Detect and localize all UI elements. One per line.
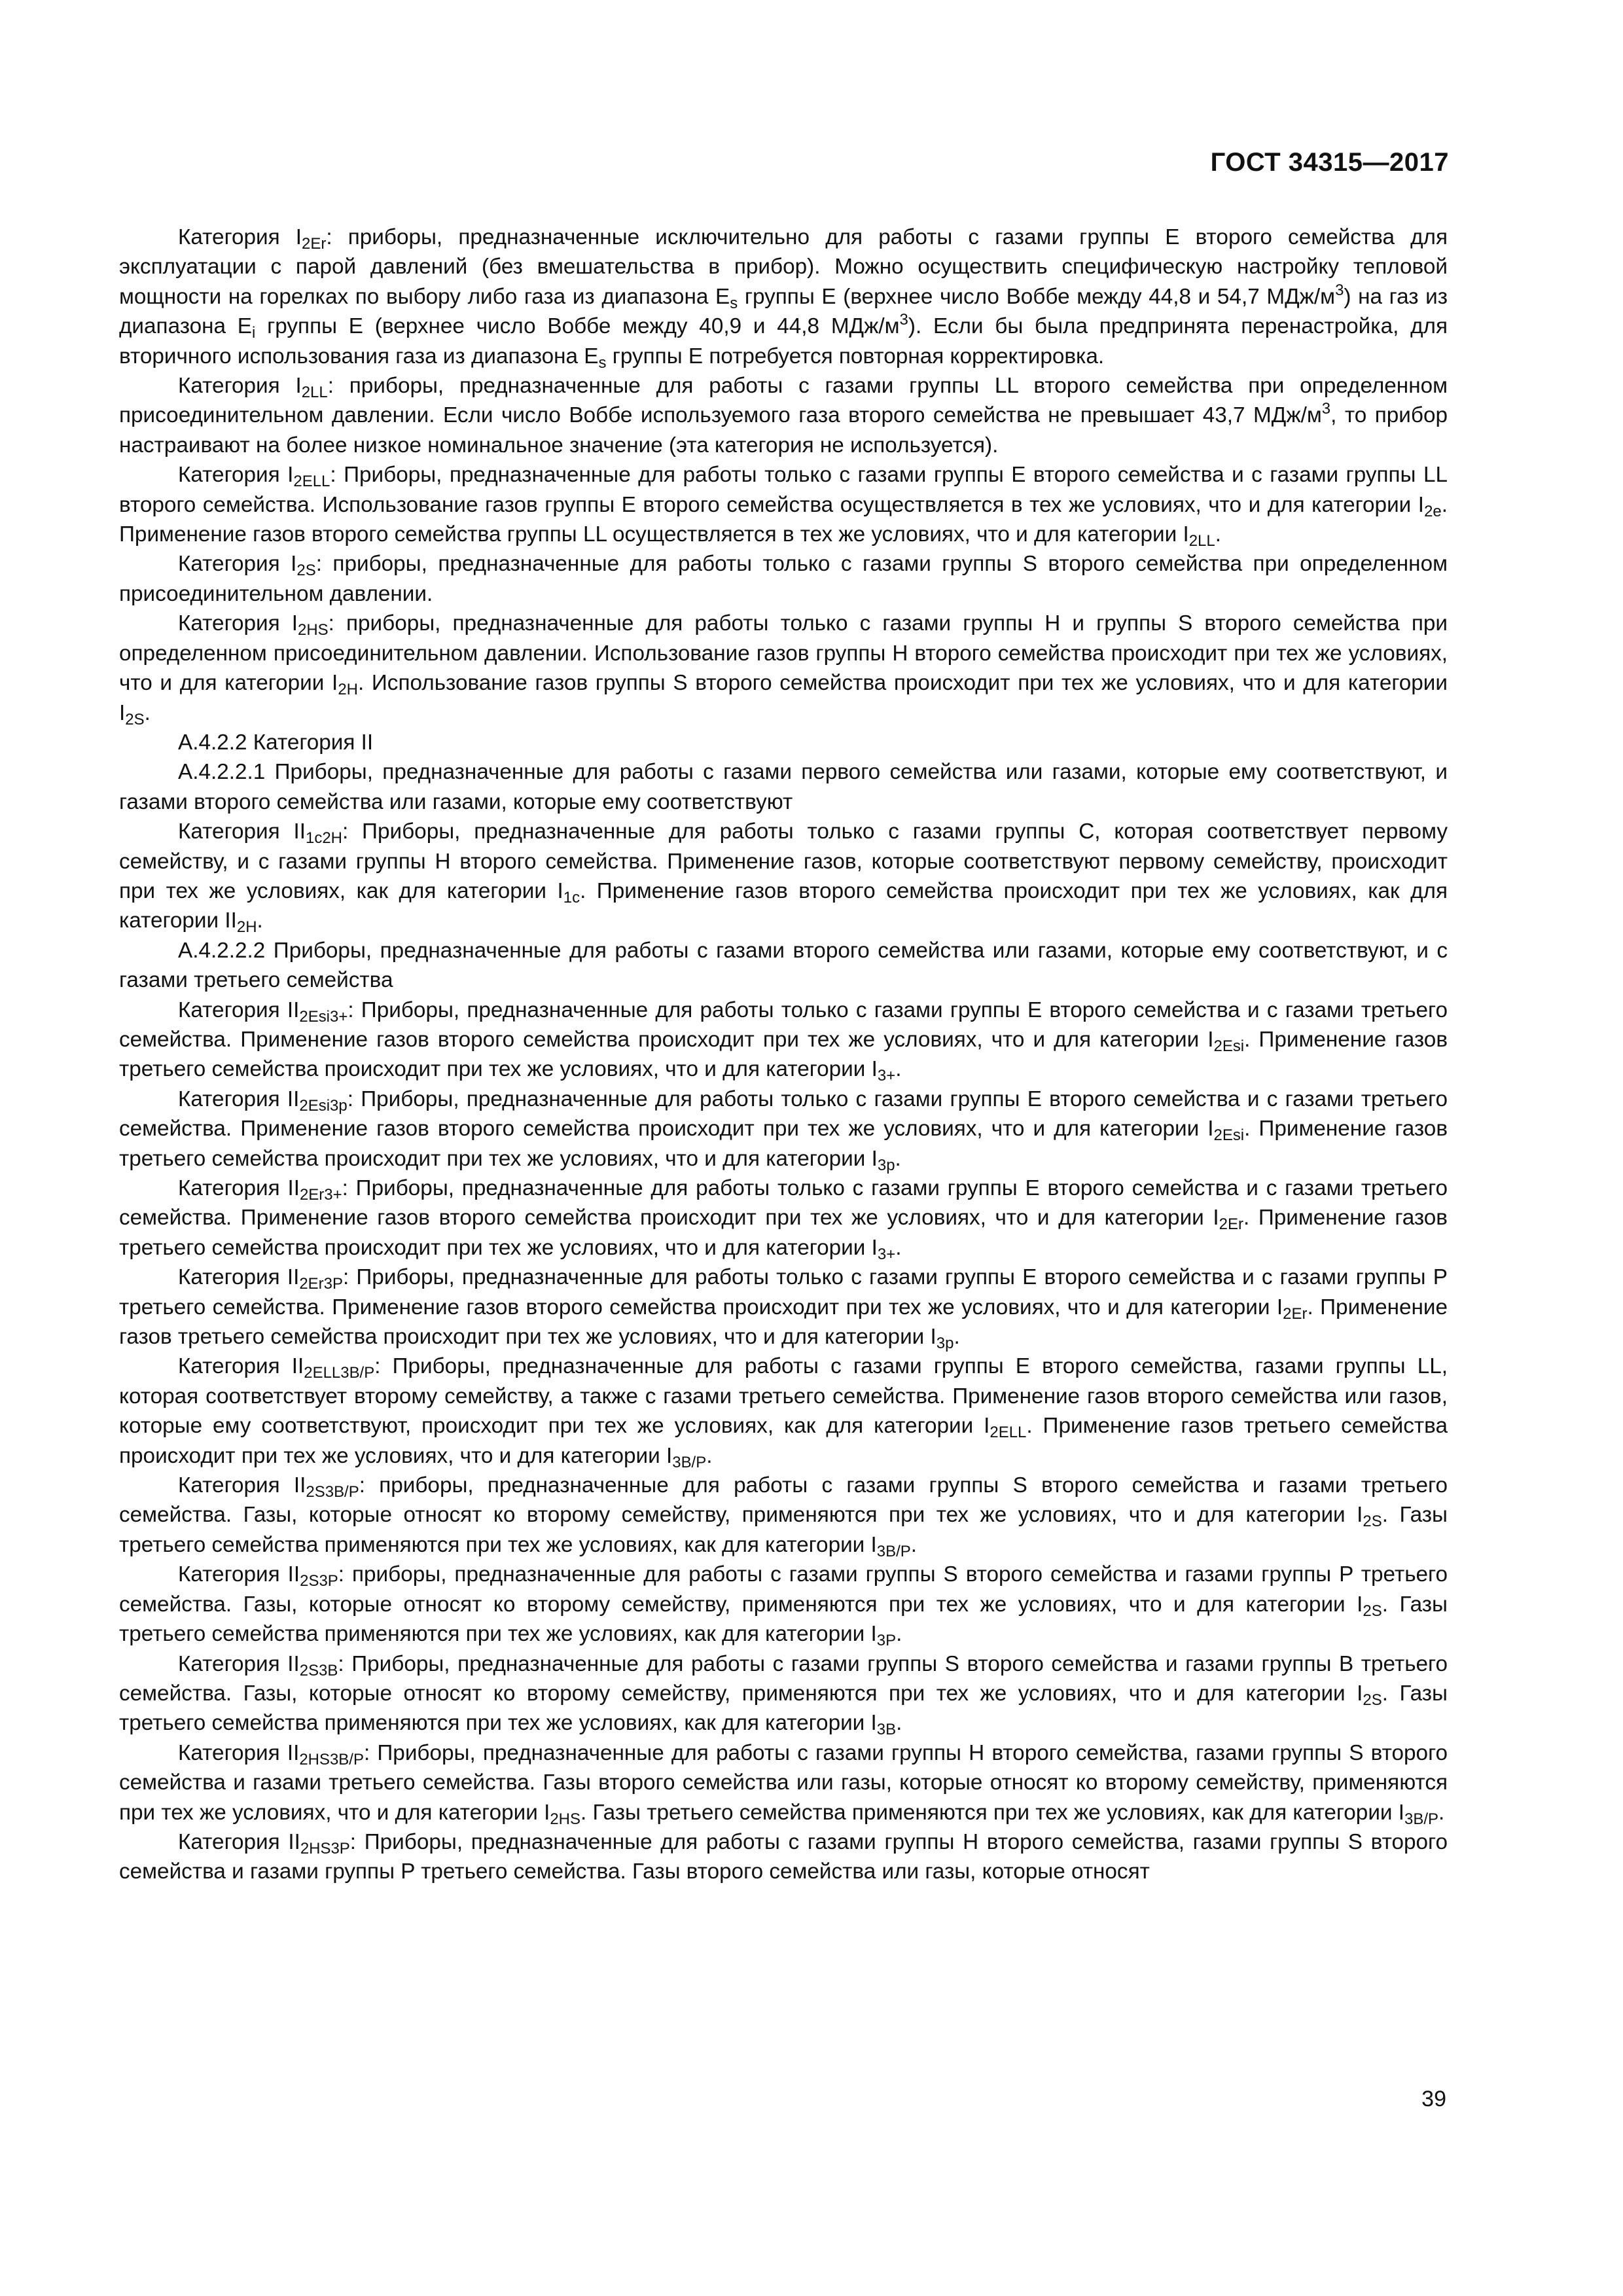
- text-run: А.4.2.2.2 Приборы, предназначенные для работы с газами второго семейства или газами, которые ему соответствуют, и с газами третьего семейства: [119, 938, 1448, 993]
- subscript: 2Esi: [1213, 1037, 1245, 1056]
- text-run: ) на газ из диапазона E: [119, 284, 1448, 339]
- subscript: 3B: [876, 1721, 897, 1739]
- subscript: 2HS: [550, 1810, 580, 1828]
- subscript: s: [598, 353, 607, 372]
- subscript: 2Er: [302, 235, 327, 253]
- subscript: 2e: [1424, 502, 1442, 520]
- text-run: А.4.2.2 Категория II: [178, 730, 374, 755]
- subscript: 2Esi: [1213, 1126, 1245, 1145]
- text-run: .: [706, 1443, 713, 1468]
- text-run: : Приборы, предназначенные для работы с газами группы H второго семейства, газами группы S второго семейства и газами третьего семейства. Газы второго семейства или газы, которые относят ко второму семейству, применяются при тех же условиях, что и для категории I: [119, 1740, 1448, 1825]
- subscript: 3B/P: [876, 1543, 911, 1561]
- text-run: Категория I: [178, 611, 298, 636]
- text-run: ). Если бы была предпринята перенастройка, для вторичного использования газа из диапазона E: [119, 314, 1448, 368]
- superscript: 3: [1321, 400, 1331, 418]
- subscript: 3+: [877, 1246, 896, 1263]
- text-run: : приборы, предназначенные для работы только с газами группы S второго семейства при определенном присоединительном давлении.: [119, 552, 1448, 606]
- subscript: 3B/P: [672, 1453, 707, 1471]
- text-run: : приборы, предназначенные для работы только с газами группы H и группы S второго семейства при определенном присоединительном давлении. Использование газов группы H второго семейства происходит при тех же условиях, что и для категории I: [119, 611, 1448, 696]
- text-run: Категория II: [178, 1265, 300, 1290]
- superscript: 3: [899, 311, 908, 329]
- text-run: . Применение газов третьего семейства происходит при тех же условиях, что и для категории I: [119, 1295, 1448, 1350]
- document-body: [119, 223, 1448, 1887]
- text-run: .: [895, 1235, 902, 1260]
- text-run: группы E (верхнее число Воббе между 40,9 и 44,8 МДж/м: [255, 314, 900, 339]
- paragraph: [119, 728, 1448, 757]
- text-run: .: [895, 1146, 901, 1171]
- paragraph: [119, 1085, 1448, 1174]
- subscript: 2ELL3B/P: [304, 1364, 375, 1382]
- text-run: .: [896, 1711, 902, 1736]
- subscript: 2Esi3p: [299, 1096, 348, 1115]
- subscript: 3p: [936, 1335, 954, 1353]
- text-run: .: [1215, 522, 1221, 547]
- text-run: .: [1438, 1800, 1445, 1825]
- text-run: Категория I: [178, 374, 302, 399]
- text-run: Категория II: [178, 1473, 306, 1498]
- paragraph: [119, 460, 1448, 549]
- paragraph: [119, 996, 1448, 1085]
- subscript: 3B/P: [1404, 1810, 1438, 1828]
- text-run: . Газы третьего семейства применяются при тех же условиях, как для категории I: [580, 1800, 1405, 1825]
- text-run: : Приборы, предназначенные для работы только с газами группы E второго семейства и с газами группы LL второго семейства. Использование газов группы E второго семейства осуществляется в тех же условиях, что и для категории I: [119, 463, 1448, 517]
- subscript: 1c: [563, 889, 580, 907]
- text-run: Категория II: [178, 1086, 300, 1111]
- text-run: : приборы, предназначенные исключительно для работы с газами группы E второго семейства для эксплуатации с парой давлений (без вмешательства в прибор). Можно осуществить специфическую настройку тепловой мощности на горелках по выбору либо газа из диапазона E: [119, 225, 1448, 309]
- text-run: : приборы, предназначенные для работы с газами группы LL второго семейства при определенном присоединительном давлении. Если число Воббе используемого газа второго семейства не превышает 43,7 МДж/м: [119, 374, 1448, 428]
- text-run: .: [895, 1057, 902, 1082]
- subscript: 2H: [236, 918, 257, 937]
- subscript: 2LL: [1188, 532, 1215, 550]
- text-run: : приборы, предназначенные для работы с газами группы S второго семейства и газами группы P третьего семейства. Газы, которые относят ко второму семейству, применяются при тех же условиях, что и для категории I: [119, 1562, 1448, 1617]
- subscript: 3+: [877, 1067, 896, 1085]
- subscript: 2Er: [1219, 1215, 1243, 1234]
- text-run: . Применение газов второго семейства происходит при тех же условиях, как для категории II: [119, 878, 1448, 933]
- text-run: .: [896, 1622, 902, 1647]
- subscript: 2HS: [298, 621, 329, 639]
- text-run: группы E потребуется повторная корректировка.: [606, 344, 1105, 368]
- paragraph: [119, 757, 1448, 817]
- subscript: 3p: [877, 1156, 895, 1174]
- paragraph: [119, 1560, 1448, 1649]
- text-run: : Приборы, предназначенные для работы только с газами группы C, которая соответствует первому семейству, и с газами группы H второго семейства. Применение газов, которые соответствуют первому семейству, происходит при тех же условиях, как для категории I: [119, 819, 1448, 903]
- paragraph: [119, 1738, 1448, 1827]
- subscript: 2Esi3+: [299, 1007, 348, 1026]
- text-run: . Применение газов третьего семейства происходит при тех же условиях, что и для категории I: [119, 1027, 1448, 1082]
- text-run: . Газы третьего семейства применяются при тех же условиях, как для категории I: [119, 1592, 1448, 1647]
- text-run: Категория II: [178, 1740, 300, 1765]
- subscript: 2Er: [1283, 1304, 1308, 1323]
- subscript: 2H: [338, 681, 358, 699]
- text-run: .: [257, 908, 263, 933]
- subscript: s: [730, 295, 738, 312]
- text-run: Категория II: [178, 1176, 300, 1200]
- text-run: Категория II: [178, 1562, 300, 1587]
- subscript: 2S: [1363, 1513, 1382, 1531]
- text-run: : Приборы, предназначенные для работы с газами группы E второго семейства, газами группы LL, которая соответствует второму семейству, а также с газами третьего семейства. Применение газов второго семейства или газов, которые ему соответствуют, происходит при тех же условиях, как для категории I: [119, 1354, 1448, 1439]
- subscript: 2S: [1363, 1602, 1382, 1620]
- paragraph: [119, 549, 1448, 609]
- text-run: Категория II: [178, 1651, 300, 1676]
- document-header: ГОСТ 34315—2017: [1210, 148, 1449, 177]
- text-run: : Приборы, предназначенные для работы только с газами группы E второго семейства и с газами третьего семейства. Применение газов второго семейства происходит при тех же условиях, что и для категории I: [119, 1086, 1448, 1141]
- paragraph: [119, 817, 1448, 936]
- paragraph: [119, 1827, 1448, 1887]
- paragraph: [119, 1471, 1448, 1560]
- subscript: 2S3B: [299, 1661, 338, 1679]
- text-run: . Применение газов третьего семейства происходит при тех же условиях, что и для категории I: [119, 1206, 1448, 1260]
- paragraph: [119, 371, 1448, 460]
- text-run: .: [144, 700, 151, 725]
- subscript: 2S: [125, 710, 145, 728]
- text-run: Категория I: [178, 225, 302, 249]
- text-run: , то прибор настраивают на более низкое номинальное значение (эта категория не используется).: [119, 403, 1448, 457]
- text-run: А.4.2.2.1 Приборы, предназначенные для работы с газами первого семейства или газами, которые ему соответствуют, и газами второго семейства или газами, которые ему соответствуют: [119, 760, 1448, 814]
- text-run: Категория I: [178, 463, 294, 488]
- subscript: 2S3P: [300, 1572, 338, 1590]
- text-run: Категория II: [178, 1354, 304, 1379]
- text-run: : приборы, предназначенные для работы с газами группы S второго семейства и газами третьего семейства. Газы, которые относят ко второму семейству, применяются при тех же условиях, что и для категории I: [119, 1473, 1448, 1528]
- subscript: 2HS3B/P: [299, 1750, 364, 1768]
- text-run: . Использование газов группы S второго семейства происходит при тех же условиях, что и для категории I: [119, 671, 1448, 725]
- text-run: . Применение газов третьего семейства происходит при тех же условиях, что и для категории I: [119, 1414, 1448, 1468]
- text-run: . Применение газов третьего семейства происходит при тех же условиях, что и для категории I: [119, 1117, 1448, 1171]
- paragraph: [119, 1649, 1448, 1738]
- paragraph: [119, 1174, 1448, 1263]
- paragraph: [119, 1352, 1448, 1471]
- subscript: 1c2H: [306, 829, 342, 848]
- subscript: 2Er3P: [299, 1275, 343, 1293]
- subscript: 2HS3P: [300, 1840, 350, 1858]
- subscript: 2S: [1363, 1691, 1382, 1710]
- text-run: Категория II: [178, 819, 306, 844]
- text-run: группы E (верхнее число Воббе между 44,8 и 54,7 МДж/м: [738, 284, 1336, 309]
- text-run: : Приборы, предназначенные для работы с газами группы S второго семейства и газами группы B третьего семейства. Газы, которые относят ко второму семейству, применяются при тех же условиях, что и для категории I: [119, 1651, 1448, 1706]
- subscript: 3P: [876, 1632, 897, 1650]
- subscript: 2LL: [301, 384, 328, 402]
- paragraph: [119, 936, 1448, 996]
- paragraph: [119, 223, 1448, 371]
- subscript: 2ELL: [990, 1424, 1027, 1442]
- text-run: .: [954, 1325, 960, 1350]
- text-run: Категория II: [178, 997, 300, 1022]
- paragraph: [119, 609, 1448, 728]
- text-run: . Применение газов второго семейства группы LL осуществляется в тех же условиях, что и для категории I: [119, 492, 1448, 547]
- text-run: Категория I: [178, 552, 297, 577]
- paragraph: [119, 1263, 1448, 1352]
- superscript: 3: [1335, 281, 1344, 299]
- subscript: i: [252, 324, 256, 342]
- page-number: 39: [1421, 2087, 1446, 2111]
- text-run: : Приборы, предназначенные для работы только с газами группы E второго семейства и с газами третьего семейства. Применение газов второго семейства происходит при тех же условиях, что и для категории I: [119, 1176, 1448, 1230]
- text-run: : Приборы, предназначенные для работы только с газами группы E второго семейства и с газами третьего семейства. Применение газов второго семейства происходит при тех же условиях, что и для категории I: [119, 997, 1448, 1052]
- subscript: 2S: [296, 562, 316, 580]
- text-run: . Газы третьего семейства применяются при тех же условиях, как для категории I: [119, 1681, 1448, 1736]
- text-run: : Приборы, предназначенные для работы только с газами группы E второго семейства и с газами группы P третьего семейства. Применение газов второго семейства происходит при тех же условиях, что и для категории I: [119, 1265, 1448, 1319]
- text-run: . Газы третьего семейства применяются при тех же условиях, как для категории I: [119, 1503, 1448, 1557]
- text-run: .: [910, 1532, 918, 1557]
- subscript: 2S3B/P: [306, 1483, 359, 1501]
- text-run: Категория II: [178, 1829, 300, 1854]
- subscript: 2Er3+: [299, 1186, 342, 1204]
- text-run: : Приборы, предназначенные для работы с газами группы H второго семейства, газами группы S второго семейства и газами группы P третьего семейства. Газы второго семейства или газы, которые относят: [119, 1829, 1448, 1884]
- subscript: 2ELL: [293, 473, 330, 491]
